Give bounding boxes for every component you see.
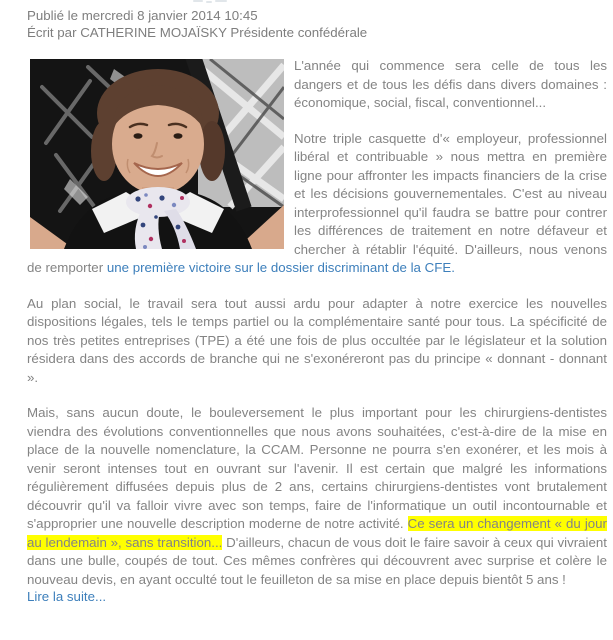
- highlighted-text: Ce sera un changement « du jour au lendemain », sans transition...: [27, 516, 607, 550]
- article-body: [27, 57, 607, 605]
- paragraph-1: L'année qui commence sera celle de tous les dangers et de tous les défis dans divers domaines : économique, social, fiscal, conventionnel...: [294, 58, 607, 110]
- paragraph-4-text: Mais, sans aucun doute, le bouleversement le plus important pour les chirurgiens-dentistes viendra des évolutions conventionnelles que nous avons souhaitées, c'est-à-dire de la mise en place de la nouvelle nomenclature, la CCAM. Personne ne pourra s'en exonérer, et les mois à venir seront intenses tout en ouvrant sur l'avenir. Il est certain que malgré les informations régulièrement diffusées depuis plus de 2 ans, certains chirurgiens-dentistes vont brutalement découvrir qu'il va falloir vivre avec son temps, faire de l'informatique un outil incontournable et s'approprier une nouvelle description moderne de notre activité.: [27, 405, 607, 531]
- cropped-toolbar-fragment: [193, 0, 243, 4]
- read-more-row: [27, 589, 607, 605]
- paragraph-4: [27, 404, 607, 589]
- paragraph-4-text-after: D'ailleurs, chacun de vous doit le faire savoir à ceux qui vivraient dans une bulle, coupés de tout. Ces mêmes confrères qui découvrent avec surprise et colère le nouveau devis, en ayant occulté tout le feuilleton de sa mise en place depuis bientôt 5 ans !: [27, 534, 607, 587]
- paragraph-3: Au plan social, le travail sera tout aussi ardu pour adapter à notre exercice les nouvelles dispositions légales, tels le temps partiel ou la complémentaire santé pour tous. La spécificité de nos très petites entreprises (TPE) a été une fois de plus occultée par le législateur et la solution résidera dans des accords de branche qui ne s'exonéreront pas du principe « donnant - donnant ».: [27, 295, 607, 385]
- read-more-link[interactable]: Lire la suite...: [27, 589, 107, 604]
- portrait-photo: [30, 59, 284, 249]
- cfe-victory-link[interactable]: une première victoire sur le dossier discriminant de la CFE.: [106, 260, 455, 275]
- article-meta: [27, 8, 607, 41]
- paragraph-2-text: Notre triple casquette d'« employeur, professionnel libéral et contribuable » nous mettra en première ligne pour affronter les impacts financiers de la crise et les décisions gouvernementales. C'est au niveau interprofessionnel qu'il faudra se battre pour contrer les différences de traitement en notre défaveur et chercher à rétablir l'équité. D'ailleurs, nous venons de remporter: [27, 130, 607, 275]
- published-date: Publié le mercredi 8 janvier 2014 10:45: [27, 8, 258, 23]
- author-line: Écrit par CATHERINE MOJAÏSKY Présidente confédérale: [27, 24, 368, 40]
